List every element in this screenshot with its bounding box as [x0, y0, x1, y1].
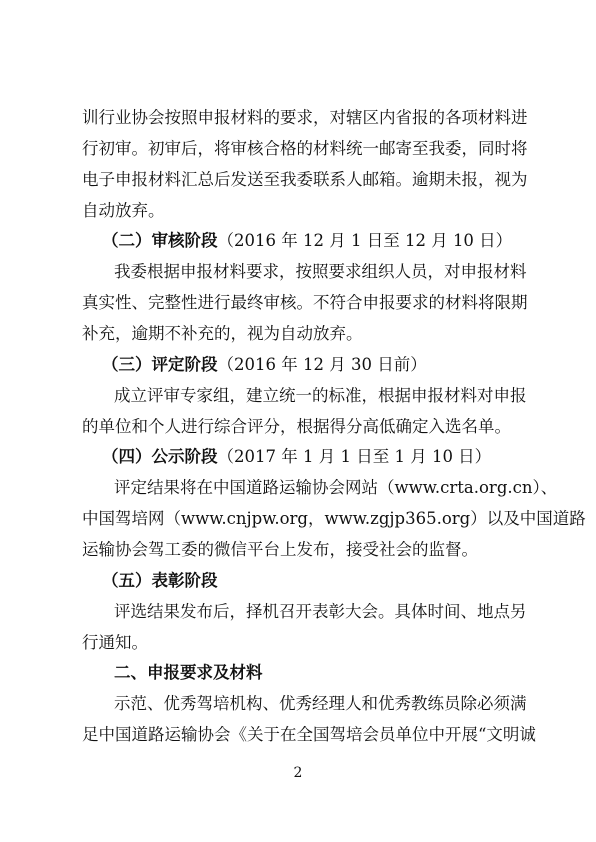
heading-date: （2017 年 1 月 1 日至 1 月 10 日） [217, 447, 492, 467]
body-line: 成立评审专家组，建立统一的标准，根据申报材料对申报 [114, 385, 527, 405]
body-line: 示范、优秀驾培机构、优秀经理人和优秀教练员除必须满 [114, 694, 527, 714]
heading-title: （五）表彰阶段 [102, 570, 218, 590]
body-line: 运输协会驾工委的微信平台上发布，接受社会的监督。 [82, 540, 478, 559]
body-line: 补充，逾期不补充的，视为自动放弃。 [82, 324, 363, 343]
subsection-heading [102, 571, 218, 591]
body-line: 自动放弃。 [82, 200, 165, 220]
body-line: 的单位和个人进行综合评分，根据得分高低确定入选名单。 [82, 416, 511, 436]
body-line: 真实性、完整性进行最终审核。不符合申报要求的材料将限期 [82, 293, 528, 313]
heading-title: （三）评定阶段 [102, 354, 218, 374]
body-line: 我委根据申报材料要求，按照要求组织人员，对申报材料 [114, 262, 527, 282]
subsection-heading [102, 231, 512, 251]
body-line: 评定结果将在中国道路运输协会网站（www.crta.org.cn）、 [114, 478, 558, 498]
section-heading: 二、申报要求及材料 [114, 663, 263, 683]
body-line: 训行业协会按照申报材料的要求，对辖区内省报的各项材料进 [82, 108, 528, 127]
heading-title: （二）审核阶段 [102, 231, 218, 251]
subsection-heading [102, 447, 491, 467]
body-line: 电子申报材料汇总后发送至我委联系人邮箱。逾期未报，视为 [82, 169, 528, 189]
subsection-heading [102, 355, 427, 375]
body-line: 中国驾培网（www.cnjpw.org，www.zgjp365.org）以及中国道路 [82, 509, 586, 529]
page-number: 2 [293, 765, 303, 782]
heading-title: （四）公示阶段 [102, 447, 218, 467]
body-line: 评选结果发布后，择机召开表彰大会。具体时间、地点另 [114, 601, 527, 621]
heading-date: （2016 年 12 月 30 日前） [217, 354, 427, 374]
heading-date: （2016 年 12 月 1 日至 12 月 10 日） [217, 231, 513, 251]
body-line: 行初审。初审后，将审核合格的材料统一邮寄至我委，同时将 [82, 138, 528, 158]
body-line: 足中国道路运输协会《关于在全国驾培会员单位中开展“文明诚 [82, 725, 536, 745]
body-line: 行通知。 [82, 632, 148, 652]
